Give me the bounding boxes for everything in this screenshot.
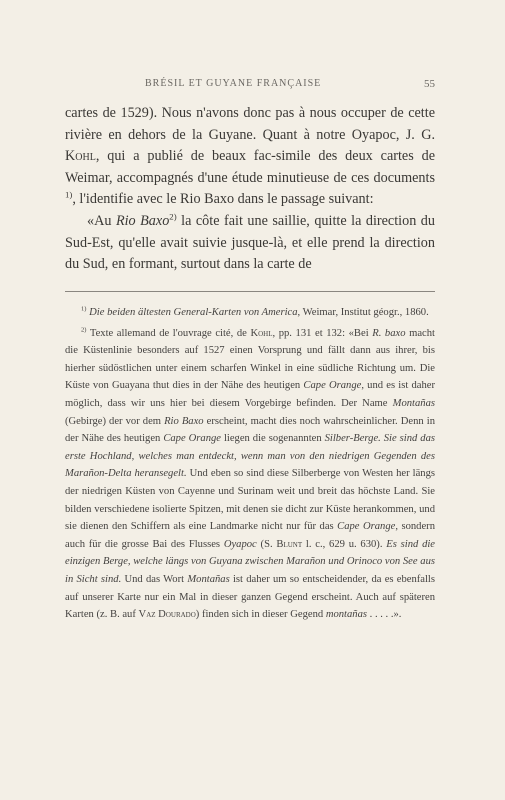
- footnote-1: [65, 304, 435, 322]
- footnote-2: [65, 325, 435, 624]
- place-name: Montañas: [187, 573, 230, 585]
- text-run: Und eben so sind diese Silberberge von Westen her längs der niedrigen Küsten von Cayenne und Surinam weit und breit das höchste Land. Sie bilden verschiedene isolierte Spitzen, mit denen sie dicht zur Küste herankommen, und sie dienen den Schiffern als eine Landmarke nicht nur für das: [65, 468, 436, 533]
- text-run: liegen die sogenannten: [221, 433, 325, 445]
- text-run: ist daher um so entscheidender, da es ebenfalls auf unserer Karte nur ein Mal in dieser ganzen Gegend erscheint. Auch auf späteren Karten (z. B. auf: [65, 573, 436, 621]
- text-run: erscheint, macht dies noch wahrscheinlicher. Denn in der Nähe des heutigen: [65, 415, 435, 445]
- text-run: , l'identifie avec le Rio Baxo dans le passage suivant:: [72, 191, 374, 208]
- place-name: Oyapoc: [223, 538, 257, 550]
- footnotes: [65, 304, 435, 624]
- author-name: Vaz Dourado: [138, 609, 196, 621]
- quoted-passage: Es sind die einzigen Berge, welche längs von Guyana zwischen Marañon und Orinoco von See aus in Sicht sind.: [65, 538, 436, 585]
- author-name: Kohl: [65, 148, 96, 165]
- quoted-passage: Silber-Berge. Sie sind das erste Hochland, welches man entdeckt, wenn man von den niedrigen Gegenden des Marañon-Delta heransegelt.: [65, 433, 435, 480]
- footnote-marker: 2): [81, 326, 87, 334]
- text-run: , pp. 131 et 132: «Bei: [272, 327, 373, 339]
- text-run: , sondern auch für die grosse Bai des Flusses: [65, 521, 435, 550]
- place-name: Rio Baxo: [115, 212, 170, 229]
- footnote-divider: [65, 291, 435, 292]
- text-run: macht die Küstenlinie besonders auf 1527 einen Vorsprung und fällt dann aus ihrer, bis hierher südöstlichen unter einem scharfen Winkel in eine südliche Richtung um. Die Küste von Guayana thut dies in der Nähe des heutigen: [65, 327, 435, 392]
- author-name: Blunt: [276, 538, 303, 550]
- text-run: (Gebirge) der vor dem: [65, 415, 165, 427]
- place-name: Montañas: [392, 397, 435, 409]
- place-name: Cape Orange: [337, 521, 396, 533]
- place-name: Rio Baxo: [164, 415, 204, 427]
- place-name: Cape Orange: [303, 380, 362, 392]
- paragraph-1: [65, 103, 435, 211]
- author-name: Kohl: [250, 327, 273, 339]
- text-run: Texte allemand de l'ouvrage cité, de: [86, 327, 251, 339]
- text-run: l. c., 629 u. 630).: [302, 538, 387, 550]
- place-name: Cape Orange: [163, 433, 221, 445]
- running-title: BRÉSIL ET GUYANE FRANÇAISE: [145, 78, 322, 89]
- text-run: , und es ist daher möglich, dass wir uns hier bei diesem Vorgebirge befinden. Der Name: [65, 380, 435, 409]
- cited-title: Die beiden ältesten General-Karten von America: [89, 307, 298, 318]
- text-run: Und das Wort: [121, 573, 188, 585]
- page-number: 55: [424, 78, 435, 90]
- text-run: , Weimar, Institut géogr., 1860.: [297, 307, 429, 318]
- footnote-ref: 2): [169, 211, 177, 222]
- text-run: , qui a publié de beaux fac-simile des deux cartes de Weimar, accompagnés d'une étude minutieuse de ces documents: [65, 148, 435, 186]
- text-run: cartes de 1529). Nous n'avons donc pas à nous occuper de cette rivière en dehors de la Guyane. Quant à notre Oyapoc, J. G.: [65, 105, 435, 143]
- main-text: [65, 103, 435, 276]
- place-name: R. baxo: [372, 327, 406, 339]
- text-run: (S.: [256, 538, 277, 550]
- paragraph-2: [65, 211, 435, 276]
- text-run: ) finden sich in dieser Gegend: [195, 609, 326, 621]
- text-run: «Au: [87, 212, 116, 229]
- footnote-marker: 1): [81, 305, 87, 313]
- text-run: . . . . .».: [367, 609, 402, 621]
- place-name: montañas: [325, 609, 368, 621]
- text-run: la côte fait une saillie, quitte la direction du Sud-Est, qu'elle avait suivie jusque-là, et elle prend la direction du Sud, en formant, surtout dans la carte de: [65, 212, 435, 273]
- footnote-ref: 1): [65, 189, 73, 200]
